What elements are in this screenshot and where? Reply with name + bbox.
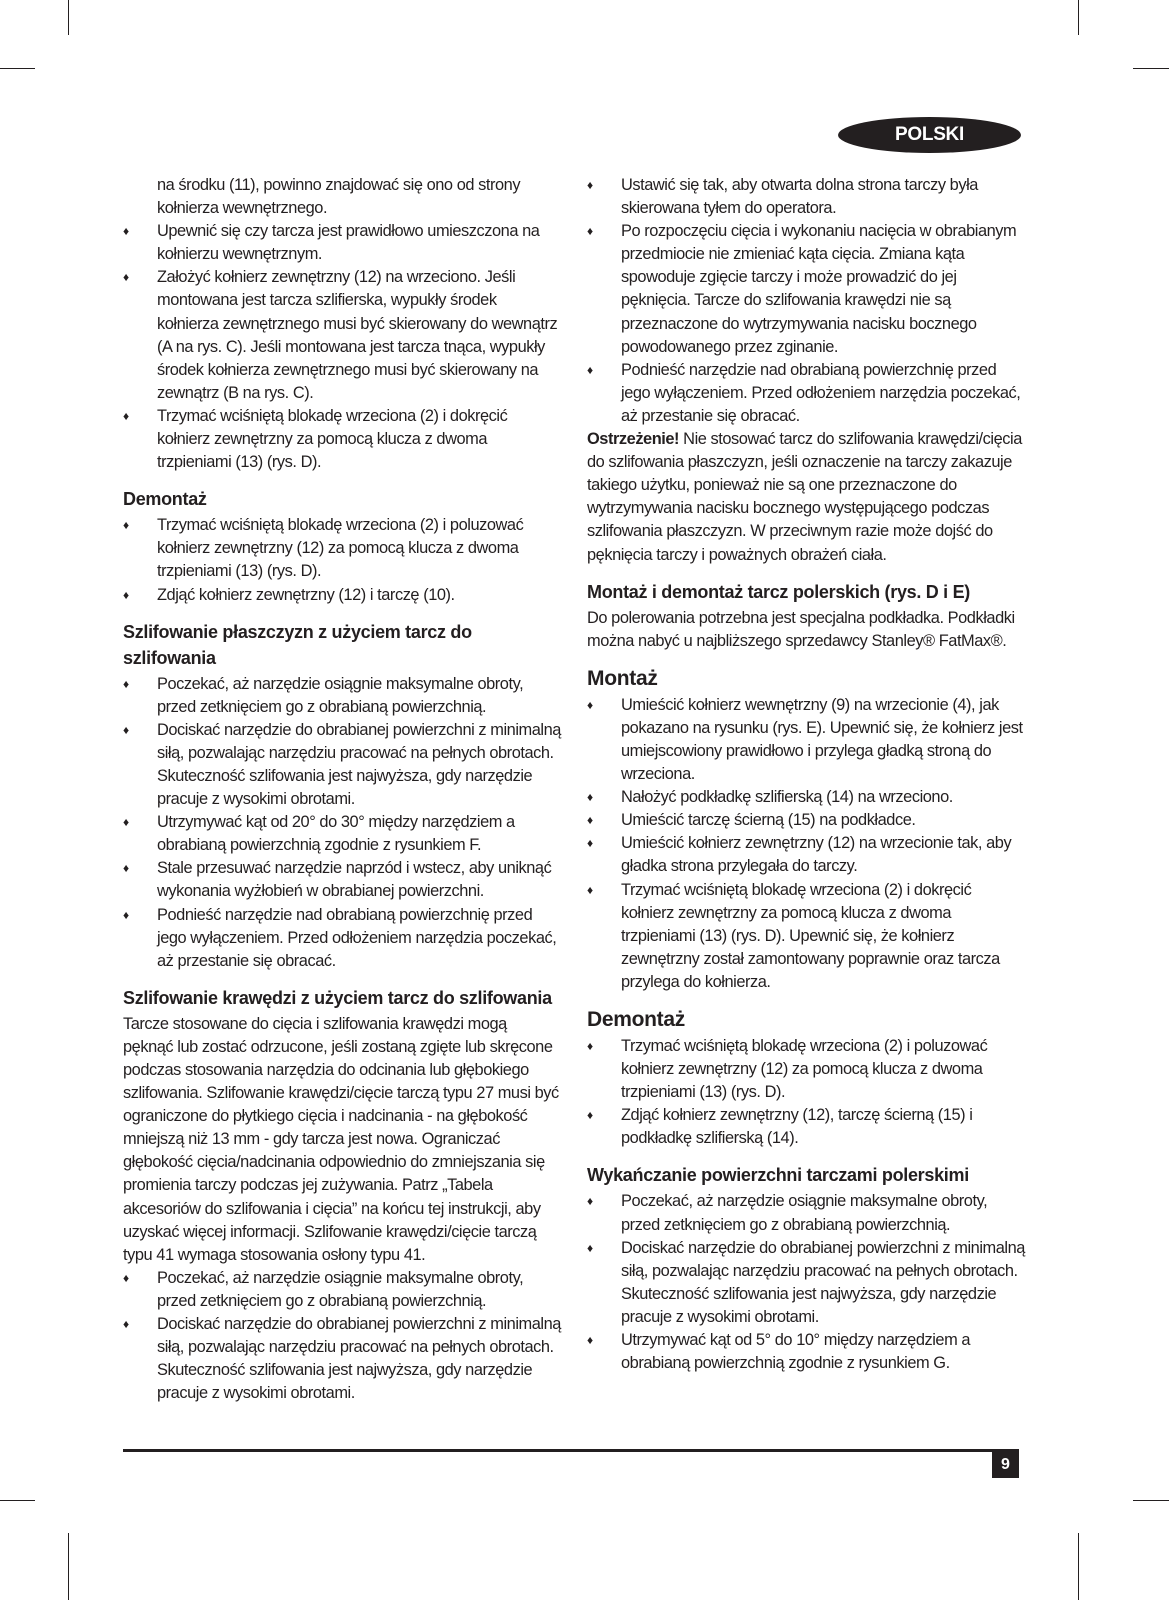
bullet-text: Trzymać wciśniętą blokadę wrzeciona (2) i poluzować kołnierz zewnętrzny (12) za pomocą klucza z dwoma trzpieniami (13) (rys. D). <box>621 1037 988 1102</box>
diamond-bullet-icon: ♦ <box>587 178 593 192</box>
bullet-text: Nałożyć podkładkę szlifierską (14) na wrzeciono. <box>621 788 953 807</box>
diamond-bullet-icon: ♦ <box>587 790 593 805</box>
crop-mark <box>0 1500 35 1501</box>
bullet-item <box>123 514 561 583</box>
bullet-text: Umieścić kołnierz zewnętrzny (12) na wrzecionie tak, aby gładka strona przylegała do tarczy. <box>621 834 1012 876</box>
bullet-text: Utrzymywać kąt od 20° do 30° między narzędziem a obrabianą powierzchnią zgodnie z rysunkiem F. <box>157 813 515 855</box>
diamond-bullet-icon: ♦ <box>123 1270 129 1285</box>
crop-mark <box>0 68 35 69</box>
diamond-bullet-icon: ♦ <box>123 518 129 533</box>
paragraph-text: na środku (11), powinno znajdować się ono od strony kołnierza wewnętrznego. <box>157 176 521 218</box>
crop-mark <box>1078 1533 1079 1600</box>
left-column <box>123 174 561 1405</box>
bullet-item <box>587 879 1025 994</box>
bullet-text: Poczekać, aż narzędzie osiągnie maksymalne obroty, przed zetknięciem go z obrabianą powierzchnią. <box>621 1192 988 1234</box>
bullet-text: Podnieść narzędzie nad obrabianą powierzchnię przed jego wyłączeniem. Przed odłożeniem narzędzia poczekać, aż przestanie się obracać. <box>621 360 1021 425</box>
bullet-item <box>587 174 1025 220</box>
diamond-bullet-icon: ♦ <box>587 882 593 897</box>
diamond-bullet-icon: ♦ <box>587 813 593 828</box>
diamond-bullet-icon: ♦ <box>123 587 129 602</box>
bullet-text: Dociskać narzędzie do obrabianej powierzchni z minimalną siłą, pozwalając narzędziu pracować na pełnych obrotach. Skuteczność szlifowania jest najwyższa, gdy narzędzie pracuje z wysokimi obrotami. <box>621 1238 1025 1326</box>
paragraph-text: Tarcze stosowane do cięcia i szlifowania krawędzi mogą pęknąć lub zostać odrzucone, jeśli zostaną zgięte lub skręcone podczas stosowania narzędzia do odcinania lub głębokiego szlifowania. Szlifowanie krawędzi/cięcie tarczą typu 27 musi być ograniczone do płytkiego cięcia i nadcinania - na głębokość mniejszą niż 13 mm - gdy tarcza jest nowa. Ograniczać głębokość cięcia/nadcinania odpowiednio do zmniejszania się promienia tarczy podczas jej zużywania. Patrz „Tabela akcesoriów do szlifowania i cięcia” na końcu tej instrukcji, aby uzyskać więcej informacji. Szlifowanie krawędzi/cięcie tarczą typu 41 wymaga stosowania osłony typu 41. <box>123 1014 559 1264</box>
bullet-text: Po rozpoczęciu cięcia i wykonaniu nacięcia w obrabianym przedmiocie nie zmieniać kąta cięcia. Zmiana kąta spowoduje zgięcie tarczy i może prowadzić do jej pęknięcia. Tarcze do szlifowania krawędzi nie są przeznaczone do wytrzymywania nacisku bocznego powodowanego przez zginanie. <box>621 222 1017 356</box>
bullet-item <box>123 266 561 405</box>
bullet-text: Poczekać, aż narzędzie osiągnie maksymalne obroty, przed zetknięciem go z obrabianą powierzchnią. <box>157 674 524 716</box>
diamond-bullet-icon: ♦ <box>587 836 593 851</box>
diamond-bullet-icon: ♦ <box>123 408 129 423</box>
paragraph <box>123 1013 561 1267</box>
crop-mark <box>1078 0 1079 35</box>
diamond-bullet-icon: ♦ <box>123 270 129 285</box>
bullet-item <box>587 1104 1025 1150</box>
diamond-bullet-icon: ♦ <box>587 697 593 712</box>
page-number: 9 <box>992 1452 1019 1478</box>
bullet-item <box>123 1267 561 1313</box>
diamond-bullet-icon: ♦ <box>587 1108 593 1123</box>
bullet-item <box>123 1313 561 1405</box>
bullet-text: Trzymać wciśniętą blokadę wrzeciona (2) i poluzować kołnierz zewnętrzny (12) za pomocą klucza z dwoma trzpieniami (13) (rys. D). <box>157 516 524 581</box>
bullet-item <box>587 220 1025 359</box>
diamond-bullet-icon: ♦ <box>587 224 593 239</box>
bullet-text: Założyć kołnierz zewnętrzny (12) na wrzeciono. Jeśli montowana jest tarcza szlifierska, wypukły środek kołnierza zewnętrznego musi być skierowany do wewnątrz (A na rys. C). Jeśli montowana jest tarcza tnąca, wypukły środek kołnierza zewnętrznego musi być skierowany na zewnątrz (B na rys. C). <box>157 268 558 402</box>
bullet-text: Stale przesuwać narzędzie naprzód i wstecz, aby uniknąć wykonania wyżłobień w obrabianej powierzchni. <box>157 859 552 901</box>
diamond-bullet-icon: ♦ <box>123 722 129 737</box>
bullet-text: Poczekać, aż narzędzie osiągnie maksymalne obroty, przed zetknięciem go z obrabianą powierzchnią. <box>157 1268 524 1310</box>
paragraph <box>587 428 1025 567</box>
bullet-item <box>123 584 561 607</box>
diamond-bullet-icon: ♦ <box>123 907 129 922</box>
section-heading: Wykańczanie powierzchni tarczami polerskimi <box>587 1165 969 1186</box>
bullet-item <box>587 809 1025 832</box>
diamond-bullet-icon: ♦ <box>587 1039 593 1053</box>
crop-mark <box>68 1533 69 1600</box>
bullet-item <box>587 832 1025 878</box>
bullet-text: Umieścić tarczę ścierną (15) na podkładce. <box>621 811 916 830</box>
bullet-item <box>587 694 1025 786</box>
right-column <box>587 174 1025 1375</box>
bullet-text: Dociskać narzędzie do obrabianej powierzchni z minimalną siłą, pozwalając narzędziu pracować na pełnych obrotach. Skuteczność szlifowania jest najwyższa, gdy narzędzie pracuje z wysokimi obrotami. <box>157 1315 561 1403</box>
crop-mark <box>1133 1500 1169 1501</box>
bullet-item <box>123 405 561 474</box>
diamond-bullet-icon: ♦ <box>587 1240 593 1255</box>
language-badge: POLSKI <box>838 117 1021 153</box>
diamond-bullet-icon: ♦ <box>123 815 129 830</box>
paragraph <box>587 607 1025 653</box>
diamond-bullet-icon: ♦ <box>587 1333 593 1348</box>
section-heading: Montaż <box>587 666 658 690</box>
diamond-bullet-icon: ♦ <box>123 676 129 691</box>
bullet-item <box>123 719 561 811</box>
footer-rule <box>123 1449 1019 1452</box>
bullet-text: Upewnić się czy tarcza jest prawidłowo umieszczona na kołnierzu wewnętrznym. <box>157 222 540 264</box>
bullet-item <box>587 1190 1025 1236</box>
crop-mark <box>68 0 69 35</box>
section-heading: Szlifowanie płaszczyzn z użyciem tarcz do szlifowania <box>123 621 472 668</box>
bullet-item <box>123 857 561 903</box>
paragraph <box>123 174 561 220</box>
diamond-bullet-icon: ♦ <box>123 861 129 876</box>
bullet-item <box>123 673 561 719</box>
bullet-item <box>123 811 561 857</box>
bullet-item <box>123 220 561 266</box>
bullet-text: Zdjąć kołnierz zewnętrzny (12), tarczę ścierną (15) i podkładkę szlifierską (14). <box>621 1106 973 1148</box>
bullet-text: Dociskać narzędzie do obrabianej powierzchni z minimalną siłą, pozwalając narzędziu pracować na pełnych obrotach. Skuteczność szlifowania jest najwyższa, gdy narzędzie pracuje z wysokimi obrotami. <box>157 720 561 809</box>
warning-label: Ostrzeżenie! <box>587 430 680 449</box>
bullet-text: Utrzymywać kąt od 5° do 10° między narzędziem a obrabianą powierzchnią zgodnie z rysunkiem G. <box>621 1331 971 1373</box>
paragraph-text: Do polerowania potrzebna jest specjalna podkładka. Podkładki można nabyć u najbliższego sprzedawcy Stanley® FatMax®. <box>587 608 1015 650</box>
bullet-text: Trzymać wciśniętą blokadę wrzeciona (2) i dokręcić kołnierz zewnętrzny za pomocą klucza z dwoma trzpieniami (13) (rys. D). <box>157 406 508 472</box>
bullet-text: Trzymać wciśniętą blokadę wrzeciona (2) i dokręcić kołnierz zewnętrzny za pomocą klucza z dwoma trzpieniami (13) (rys. D). Upewnić się, że kołnierz zewnętrzny został zamontowany poprawnie oraz tarcza przylega do kołnierza. <box>621 880 1000 991</box>
bullet-text: Podnieść narzędzie nad obrabianą powierzchnię przed jego wyłączeniem. Przed odłożeniem narzędzia poczekać, aż przestanie się obracać. <box>157 905 557 970</box>
bullet-item <box>587 786 1025 809</box>
diamond-bullet-icon: ♦ <box>587 362 593 377</box>
bullet-text: Umieścić kołnierz wewnętrzny (9) na wrzecionie (4), jak pokazano na rysunku (rys. E). Upewnić się, że kołnierz jest umiejscowiony prawidłowo i przylega gładką stroną do wrzeciona. <box>621 695 1023 784</box>
bullet-item <box>587 1035 1025 1104</box>
paragraph-text: Nie stosować tarcz do szlifowania krawędzi/cięcia do szlifowania płaszczyzn, jeśli oznaczenie na tarczy zakazuje takiego użytku, ponieważ nie są one przeznaczone do wytrzymywania nacisku bocznego występującego podczas szlifowania płaszczyzn. W przeciwnym razie może dojść do pęknięcia tarczy i poważnych obrażeń ciała. <box>587 430 1022 564</box>
diamond-bullet-icon: ♦ <box>587 1194 593 1209</box>
bullet-text: Zdjąć kołnierz zewnętrzny (12) i tarczę (10). <box>157 585 455 604</box>
bullet-text: Ustawić się tak, aby otwarta dolna strona tarczy była skierowana tyłem do operatora. <box>621 176 978 218</box>
bullet-item <box>587 359 1025 428</box>
bullet-item <box>587 1329 1025 1375</box>
diamond-bullet-icon: ♦ <box>123 1317 129 1332</box>
section-heading: Demontaż <box>123 489 207 510</box>
bullet-item <box>123 904 561 973</box>
diamond-bullet-icon: ♦ <box>123 224 129 239</box>
section-heading: Szlifowanie krawędzi z użyciem tarcz do szlifowania <box>123 987 552 1008</box>
crop-mark <box>1133 68 1169 69</box>
section-heading: Montaż i demontaż tarcz polerskich (rys. D i E) <box>587 581 970 602</box>
section-heading: Demontaż <box>587 1008 685 1031</box>
bullet-item <box>587 1237 1025 1329</box>
